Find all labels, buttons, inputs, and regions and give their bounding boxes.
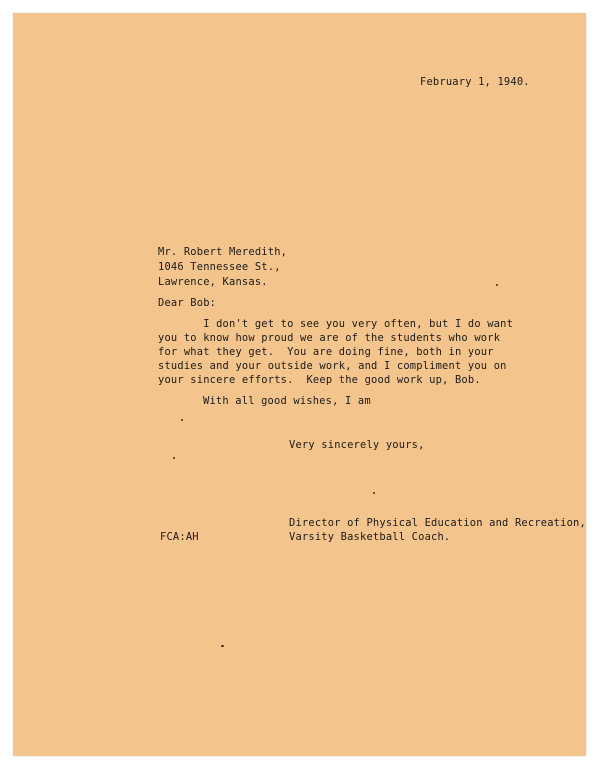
address-line: 1046 Tennessee St., <box>158 261 281 273</box>
address-line: Mr. Robert Meredith, <box>158 246 288 258</box>
paper-speck <box>181 419 183 421</box>
salutation: Dear Bob: <box>158 297 217 309</box>
paper-speck <box>373 492 375 494</box>
letter-date: February 1, 1940. <box>420 76 530 88</box>
body-line: for what they get. You are doing fine, both in your <box>158 346 494 358</box>
signature-title-line: Varsity Basketball Coach. <box>289 531 451 543</box>
closing-wish: With all good wishes, I am <box>203 395 371 407</box>
signature-title-line: Director of Physical Education and Recreation, <box>289 517 586 529</box>
body-line: you to know how proud we are of the students who work <box>158 332 501 344</box>
letter-page <box>13 13 586 756</box>
address-line: Lawrence, Kansas. <box>158 276 268 288</box>
paper-speck <box>221 645 224 647</box>
body-line: studies and your outside work, and I compliment you on <box>158 360 507 372</box>
paper-speck <box>173 457 175 459</box>
reference-initials: FCA:AH <box>160 531 199 543</box>
body-line: I don't get to see you very often, but I do want <box>158 318 514 330</box>
paper-speck <box>496 284 498 286</box>
body-line: your sincere efforts. Keep the good work up, Bob. <box>158 374 481 386</box>
complimentary-close: Very sincerely yours, <box>289 439 425 451</box>
